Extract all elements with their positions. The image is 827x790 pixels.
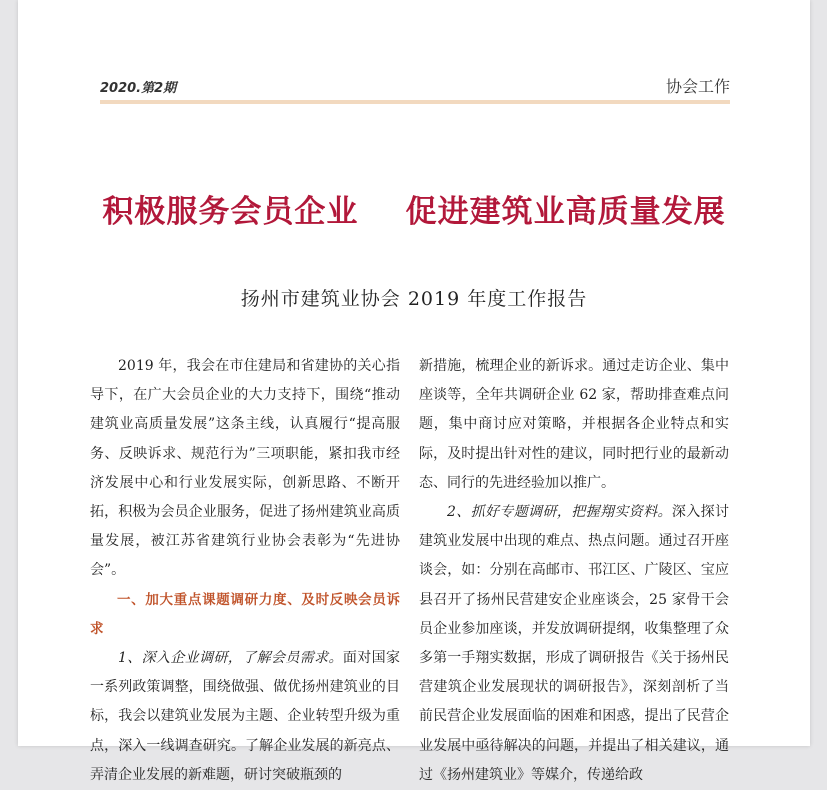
section-heading-1: 一、加大重点课题调研力度、及时反映会员诉求 xyxy=(90,591,400,637)
article-subtitle: 扬州市建筑业协会 2019 年度工作报告 xyxy=(240,288,588,310)
left-column xyxy=(90,352,400,790)
paragraph-lead: 2、抓好专题调研，把握翔实资料。 xyxy=(447,504,672,521)
paragraph-continued: 新措施，梳理企业的新诉求。通过走访企业、集中座谈等，全年共调研企业 62 家，帮助排查难点问题，集中商讨应对策略，并根据各企业特点和实际，及时提出针对性的建议，同时把行业的最新动态、同行的先进经验加以推广。 xyxy=(419,358,729,491)
paragraph-lead: 1、深入企业调研，了解会员需求。 xyxy=(118,650,343,667)
document-page xyxy=(18,0,810,783)
issue-number: 2020.第2期 xyxy=(100,81,177,96)
paragraph-special-research xyxy=(419,498,729,790)
article-title: 积极服务会员企业 促进建筑业高质量发展 xyxy=(102,194,726,230)
paragraph-text: 深入探讨建筑业发展中出现的难点、热点问题。通过召开座谈会，如：分别在高邮市、邗江区、广陵区、宝应县召开了扬州民营建安企业座谈会，25 家骨干会员企业参加座谈，并发放调研提纲，收集整理了众多第一手翔实数据，形成了调研报告《关于扬州民营建筑企业发展现状的调研报告》，深刻剖析了当前民营企业发展面临的困难和困惑，提出了民营企业发展中亟待解决的问题，并提出了相关建议，通过《扬州建筑业》等媒介，传递给政 xyxy=(419,504,729,783)
section-name: 协会工作 xyxy=(665,77,730,96)
paragraph-intro: 2019 年，我会在市住建局和省建协的关心指导下，在广大会员企业的大力支持下，围绕“推动建筑业高质量发展”这条主线，认真履行“提高服务、反映诉求、规范行为”三项职能，紧扣我市经济发展中心和行业发展实际，创新思路、不断开拓，积极为会员企业服务，促进了扬州建筑业高质量发展，被江苏省建筑行业协会表彰为“先进协会”。 xyxy=(90,358,400,579)
page-header xyxy=(100,74,730,104)
paragraph-research xyxy=(90,644,400,790)
right-column xyxy=(419,352,729,790)
paragraph-text: 面对国家一系列政策调整，围绕做强、做优扬州建筑业的目标，我会以建筑业发展为主题、企业转型升级为重点，深入一线调查研究。了解企业发展的新亮点、弄清企业发展的新难题，研讨突破瓶颈的 xyxy=(90,650,400,783)
